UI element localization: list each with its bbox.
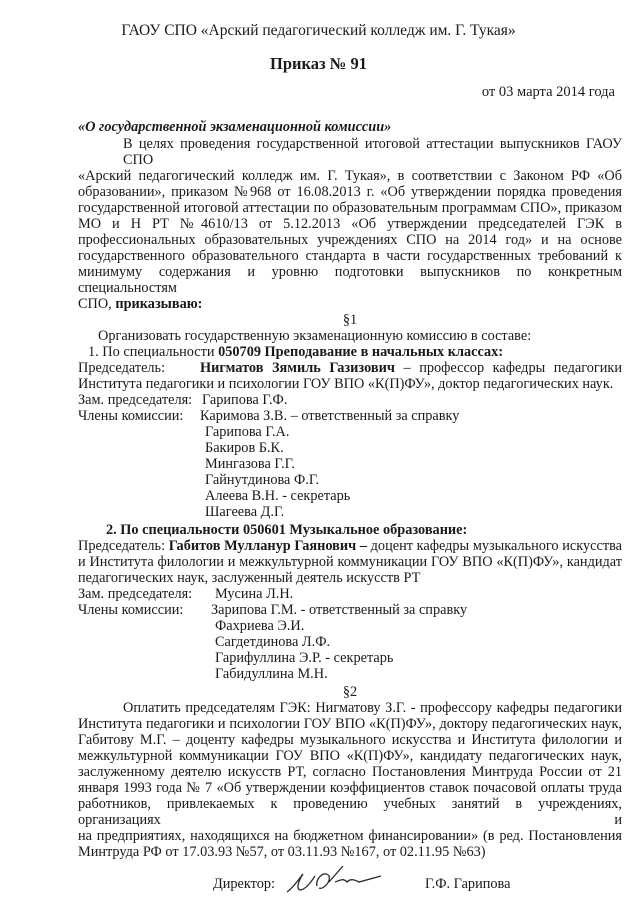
member: Каримова З.В. – ответственный за справку: [200, 408, 460, 424]
section-2-line: межкультурной коммуникации ГОУ ВПО «К(П)ФУ», кандидату педагогических наук,: [78, 748, 622, 764]
handwritten-signature-icon: [285, 866, 385, 900]
chair-name: Нигматов Зямиль Газизович: [200, 360, 395, 376]
chair-label: Председатель:: [78, 360, 166, 376]
chair-desc-line: Института педагогики и психологии ГОУ ВПО «К(П)ФУ», доктор педагогических наук.: [78, 376, 614, 392]
chair-desc-line: и Института филологии и межкультурной коммуникации ГОУ ВПО «К(П)ФУ», кандидат: [78, 554, 622, 570]
chair-desc: доцент кафедры музыкального искусства: [366, 538, 622, 554]
members-line: [78, 408, 622, 424]
specialty-name: 050709 Преподавание в начальных классах:: [218, 344, 504, 360]
signature-block: [0, 866, 637, 900]
chair-line: [78, 360, 622, 376]
member: Шагеева Д.Г.: [205, 504, 285, 520]
specialty-prefix: 1. По специальности: [88, 344, 219, 360]
specialty-prefix: 2. По специальности: [106, 522, 243, 538]
members-label: Члены комиссии:: [78, 408, 184, 424]
section-2: [78, 684, 622, 860]
member: Гарипова Г.А.: [205, 424, 290, 440]
preamble-line: В целях проведения государственной итоговой аттестации выпускников ГАОУ СПО: [123, 136, 622, 168]
document-date: от 03 марта 2014 года: [481, 84, 615, 100]
section-2-line: Института педагогики и психологии ГОУ ВПО «К(П)ФУ», доктору педагогических наук,: [78, 716, 622, 732]
specialty-name: 050601 Музыкальное образование:: [242, 522, 468, 538]
deputy-label: Зам. председателя:: [78, 586, 193, 602]
member: Мингазова Г.Г.: [205, 456, 295, 472]
chair-line: [78, 538, 622, 554]
section-2-line: заслуженному деятелю искусств РТ, согласно Постановления Минтруда России от 21: [78, 764, 622, 780]
order-word: приказываю:: [115, 296, 203, 312]
deputy-line: [78, 392, 622, 408]
preamble-line: профессиональных образовательных учреждениях СПО на 2014 год» и на основе: [78, 232, 622, 248]
director-name: Г.Ф. Гарипова: [425, 876, 511, 892]
section-2-line: на предприятиях, находящихся на бюджетном финансировании» (в ред. Постановления: [78, 828, 622, 844]
section-1-heading: §1: [342, 312, 358, 328]
members-line: [78, 602, 622, 618]
organization-header: ГАОУ СПО «Арский педагогический колледж им. Г. Тукая»: [121, 22, 516, 39]
specialty-heading: [78, 522, 622, 538]
preamble: [78, 136, 622, 344]
section-2-line: [78, 844, 622, 860]
section-1-intro: Организовать государственную экзаменационную комиссию в составе:: [98, 328, 532, 344]
chair-label: Председатель:: [78, 538, 169, 554]
document-title: Приказ № 91: [270, 54, 367, 73]
specialty-2: [78, 522, 622, 682]
section-2-heading: §2: [342, 684, 358, 700]
deputy-label: Зам. председателя:: [78, 392, 193, 408]
preamble-line: МО и Н РТ №4610/13 от 5.12.2013 «Об утверждении председателей ГЭК в: [78, 216, 622, 232]
section-2-line: Оплатить председателям ГЭК: Нигматову З.Г. - профессору кафедры педагогики: [123, 700, 622, 716]
deputy-name: Мусина Л.Н.: [215, 586, 294, 602]
section-2-last-line: Минтруда РФ от 17.03.93 №57, от 03.11.93 №167, от 02.11.95 №63): [78, 844, 486, 860]
section-2-line: января 1993 года № 7 «Об утверждении коэффициентов ставок почасовой оплаты труда: [78, 780, 622, 796]
signature-role: Директор:: [213, 876, 275, 892]
chair-desc-line: педагогических наук, заслуженный деятель искусств РТ: [78, 570, 421, 586]
member: Зарипова Г.М. - ответственный за справку: [211, 602, 468, 618]
member: Бакиров Б.К.: [205, 440, 284, 456]
specialty-1: [78, 344, 622, 520]
preamble-line: «Арский педагогический колледж им. Г. Тукая», в соответствии с Законом РФ «Об: [78, 168, 622, 184]
member: Фахриева Э.И.: [215, 618, 305, 634]
preamble-line: государственной итоговой аттестации по образовательным программам СПО», приказом: [78, 200, 622, 216]
members-label: Члены комиссии:: [78, 602, 184, 618]
deputy-line: [78, 586, 622, 602]
member: Сагдетдинова Л.Ф.: [215, 634, 331, 650]
preamble-line: государственного образовательного стандарта в части государственных требований к: [78, 248, 622, 264]
section-2-line: работников, привлекаемых к проведению учебных занятий в учреждениях, организациях и: [78, 796, 622, 828]
document-subject: «О государственной экзаменационной комиссии»: [78, 119, 392, 135]
member: Гайнутдинова Ф.Г.: [205, 472, 320, 488]
member: Габидуллина М.Н.: [215, 666, 328, 682]
deputy-name: Гарипова Г.Ф.: [202, 392, 288, 408]
member: Алеева В.Н. - секретарь: [205, 488, 351, 504]
section-2-line: Габитову М.Г. – доценту кафедры музыкального искусства и Института филологии и: [78, 732, 622, 748]
preamble-line: [78, 296, 622, 312]
preamble-line: образовании», приказом №968 от 16.08.2013 г. «Об утверждении порядка проведения: [78, 184, 622, 200]
preamble-last-text: СПО,: [78, 296, 116, 312]
chair-desc: – профессор кафедры педагогики: [394, 360, 622, 376]
member: Гарифуллина Э.Р. - секретарь: [215, 650, 394, 666]
specialty-heading: [78, 344, 622, 360]
chair-name: Габитов Мулланур Гаянович –: [168, 538, 367, 554]
preamble-line: минимуму содержания и уровню подготовки выпускников по конкретным специальностям: [78, 264, 622, 296]
document-body: [78, 118, 622, 900]
